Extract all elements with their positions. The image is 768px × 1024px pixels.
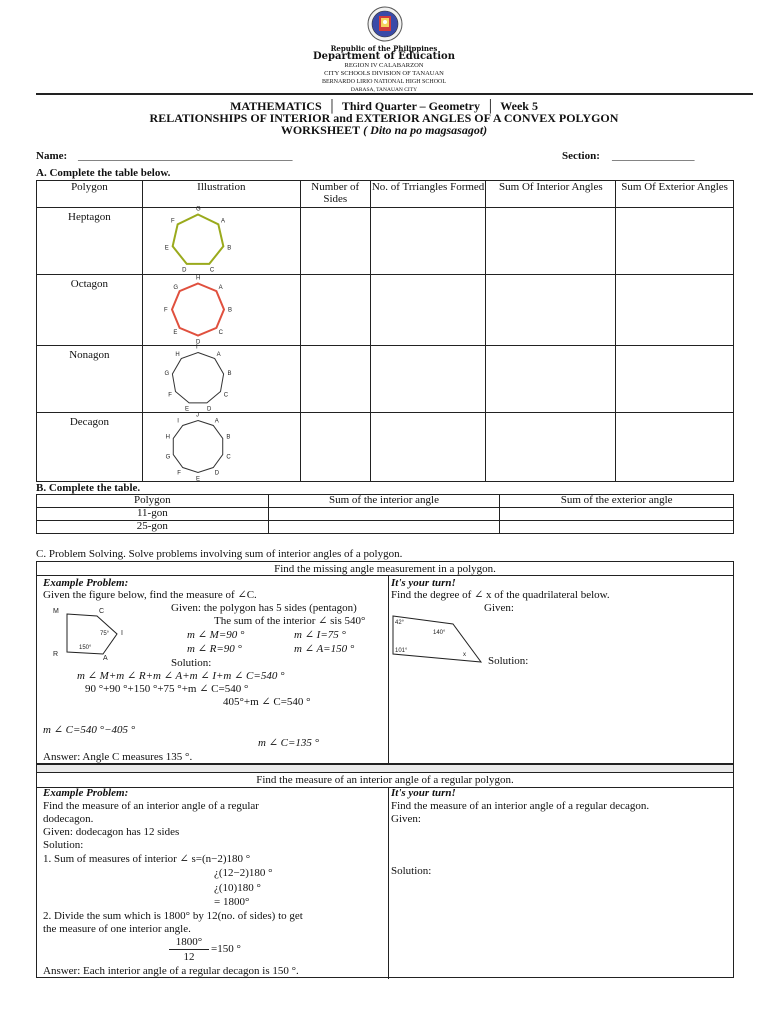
- table-row: [37, 413, 734, 482]
- problem-1-title: Find the missing angle measurement in a polygon.: [274, 563, 496, 575]
- col-illustration-header: Illustration: [142, 181, 300, 208]
- vertex-label: E: [173, 330, 178, 337]
- vertex-label: D: [181, 267, 187, 274]
- example-2-step-2b: the measure of one interior angle.: [43, 923, 191, 935]
- turn-1-solution: Solution:: [488, 655, 529, 667]
- polygon-name-heptagon: Heptagon: [37, 208, 143, 275]
- vertex-label: A: [220, 218, 225, 225]
- answer-cell[interactable]: [300, 413, 370, 482]
- vertex-label: B: [226, 434, 231, 441]
- turn-label-1: It's your turn!: [391, 577, 456, 589]
- polygon-shape: [172, 284, 224, 336]
- answer-cell[interactable]: [300, 208, 370, 275]
- vertex-label: C: [223, 392, 228, 399]
- table-row: [37, 275, 734, 346]
- republic-text: Republic of the Philippines: [330, 44, 438, 53]
- answer-cell[interactable]: [370, 346, 486, 413]
- angle-label: 150°: [79, 645, 92, 651]
- vertex-label: E: [164, 245, 169, 252]
- decagon-figure: [143, 412, 300, 483]
- vertex-label: F: [170, 218, 175, 225]
- vertex-label: H: [165, 434, 170, 441]
- department-text: Department of Education: [313, 51, 455, 62]
- nonagon-figure: [143, 344, 300, 413]
- example-2-given: Given: dodecagon has 12 sides: [43, 826, 180, 838]
- vertex-label: G: [165, 454, 171, 461]
- vertex-label: I: [177, 418, 179, 425]
- part-b-table: [36, 494, 734, 534]
- section-label: Section:: [562, 150, 600, 162]
- vertex-label: I: [121, 630, 123, 637]
- part-b-heading: B. Complete the table.: [36, 482, 141, 494]
- vertex-label: B: [227, 307, 232, 314]
- example-label-2: Example Problem:: [43, 787, 129, 799]
- example-1-equation-4: m ∠ C=540 °−405 °: [43, 724, 136, 736]
- turn-1-question: Find the degree of ∠ x of the quadrilateral below.: [391, 589, 610, 601]
- example-1-equation-5: m ∠ C=135 °: [258, 737, 320, 749]
- answer-cell[interactable]: [486, 346, 616, 413]
- example-2-step-1d: = 1800°: [214, 896, 250, 908]
- part-a-header-row: [37, 181, 734, 208]
- part-c-heading: C. Problem Solving. Solve problems involving sum of interior angles of a polygon.: [36, 548, 403, 560]
- answer-cell[interactable]: [370, 275, 486, 346]
- vertex-label: H: [195, 275, 201, 282]
- quadrilateral-figure: [391, 614, 483, 664]
- school-text: BERNARDO LIRIO NATIONAL HIGH SCHOOL: [321, 79, 447, 85]
- example-1-equation-1: m ∠ M+m ∠ R+m ∠ A+m ∠ I+m ∠ C=540 °: [77, 670, 285, 682]
- col-triangles-header: No. of Trriangles Formed: [370, 181, 486, 208]
- answer-cell[interactable]: [500, 521, 734, 534]
- answer-cell[interactable]: [616, 413, 734, 482]
- heptagon-figure: [143, 206, 300, 274]
- vertex-label: J: [195, 412, 199, 419]
- example-2-step-1: 1. Sum of measures of interior ∠ s=(n−2)180 °: [43, 853, 251, 865]
- answer-cell[interactable]: [616, 275, 734, 346]
- part-b-col-exterior: Sum of the exterior angle: [500, 495, 734, 508]
- part-a-heading: A. Complete the table below.: [36, 167, 171, 179]
- fraction-numerator: 1800°: [175, 936, 203, 948]
- example-2-step-1c: ¿(10)180 °: [214, 882, 261, 894]
- vertex-label: F: [168, 392, 172, 399]
- example-label-1: Example Problem:: [43, 577, 129, 589]
- table-row: [37, 208, 734, 275]
- col-interior-sum-header: Sum Of Interior Angles: [486, 181, 616, 208]
- vertex-label: G: [164, 370, 169, 377]
- polygon-11-gon: 11-gon: [37, 508, 269, 521]
- answer-cell[interactable]: [370, 413, 486, 482]
- vertex-label: D: [206, 406, 212, 413]
- vertex-label: B: [227, 370, 232, 377]
- division-text: CITY SCHOOLS DIVISION OF TANAUAN: [324, 70, 444, 77]
- region-text: REGION IV CALABARZON: [344, 62, 424, 69]
- vertex-label: E: [195, 476, 200, 483]
- polygon-name-nonagon: Nonagon: [37, 346, 143, 413]
- part-a-table: [36, 180, 734, 482]
- name-label: Name:: [36, 150, 68, 162]
- example-2-line: dodecagon.: [43, 813, 94, 825]
- header-rule: [36, 93, 753, 95]
- address-text: DARASA, TANAUAN CITY: [350, 87, 418, 93]
- polygon-name-decagon: Decagon: [37, 413, 143, 482]
- illustration-nonagon: [142, 346, 300, 413]
- angle-label: 140°: [433, 630, 446, 636]
- example-1-m-angle: m ∠ M=90 °: [187, 629, 245, 641]
- angle-label: 42°: [395, 620, 405, 626]
- turn-label-2: It's your turn!: [391, 787, 456, 799]
- vertex-label: C: [226, 454, 231, 461]
- vertex-label: A: [103, 655, 108, 662]
- angle-label: 101°: [395, 648, 408, 654]
- example-1-equation-3: 405°+m ∠ C=540 °: [223, 696, 311, 708]
- illustration-decagon: [142, 413, 300, 482]
- subject-line: MATHEMATICS │ Third Quarter – Geometry │ Week 5: [230, 99, 538, 113]
- vertex-label: F: [177, 470, 181, 477]
- part-b-col-interior: Sum of the interior angle: [268, 495, 500, 508]
- turn-1-given: Given:: [484, 602, 514, 614]
- angle-label: 75°: [100, 631, 110, 637]
- example-1-i-angle: m ∠ I=75 °: [294, 629, 346, 641]
- worksheet-title: [0, 123, 768, 138]
- vertex-label: C: [209, 267, 215, 274]
- example-2-step-2: 2. Divide the sum which is 1800° by 12(no. of sides) to get: [43, 910, 303, 922]
- polygon-shape: [172, 353, 223, 403]
- example-1-given: Given: the polygon has 5 sides (pentagon): [171, 602, 357, 614]
- worksheet-label: WORKSHEET: [280, 123, 361, 137]
- fraction-bar: [169, 949, 209, 950]
- example-1-equation-2: 90 °+90 °+150 °+75 °+m ∠ C=540 °: [85, 683, 249, 695]
- answer-cell[interactable]: [300, 275, 370, 346]
- example-2-answer: Answer: Each interior angle of a regular decagon is 150 °.: [43, 965, 299, 977]
- pentagon-figure: [45, 602, 145, 660]
- example-1-solution-label: Solution:: [171, 657, 212, 669]
- polygon-shape: [172, 215, 223, 264]
- table-row: [37, 508, 734, 521]
- vertex-label: A: [218, 284, 223, 291]
- vertex-label: C: [99, 608, 105, 615]
- name-field[interactable]: _______________________________________: [78, 150, 293, 162]
- box-separator: [37, 765, 733, 773]
- vertex-label: R: [53, 651, 59, 658]
- fraction-result: =150 °: [211, 943, 241, 955]
- illustration-octagon: [142, 275, 300, 346]
- polygon-shape: [173, 418, 222, 473]
- vertex-label: I: [195, 344, 198, 351]
- problem-box-2: [36, 764, 734, 978]
- vertex-label: D: [195, 339, 201, 346]
- example-1-sum: The sum of the interior ∠ sis 540°: [214, 615, 366, 627]
- polygon-25-gon: 25-gon: [37, 521, 269, 534]
- vertex-label: F: [163, 307, 168, 314]
- vertex-label: A: [216, 351, 221, 358]
- example-2-line: Find the measure of an interior angle of a regular: [43, 800, 259, 812]
- table-row: [37, 346, 734, 413]
- example-2-step-1b: ¿(12−2)180 °: [214, 867, 273, 879]
- part-b-col-polygon: Polygon: [37, 495, 269, 508]
- answer-cell[interactable]: [268, 521, 500, 534]
- vertex-label: A: [214, 418, 219, 425]
- vertex-label: M: [53, 608, 59, 615]
- turn-2-question: Find the measure of an interior angle of a regular decagon.: [391, 800, 650, 812]
- vertex-label: G: [195, 206, 201, 213]
- octagon-figure: [143, 275, 300, 346]
- answer-cell[interactable]: [370, 208, 486, 275]
- vertex-label: E: [184, 406, 189, 413]
- worksheet-note: ( Dito na po magsasagot): [363, 123, 488, 137]
- example-1-r-angle: m ∠ R=90 °: [187, 643, 242, 655]
- answer-cell[interactable]: [500, 508, 734, 521]
- polygon-name-octagon: Octagon: [37, 275, 143, 346]
- turn-2-given: Given:: [391, 813, 421, 825]
- section-field[interactable]: _______________: [612, 150, 695, 162]
- answer-cell[interactable]: [300, 346, 370, 413]
- problem-box-1: [36, 561, 734, 764]
- example-1-answer: Answer: Angle C measures 135 °.: [43, 751, 193, 763]
- example-1-line: Given the figure below, find the measure of ∠C.: [43, 589, 257, 601]
- angle-label: x: [463, 652, 466, 658]
- deped-seal-icon: [367, 6, 403, 42]
- answer-cell[interactable]: [616, 208, 734, 275]
- answer-cell[interactable]: [486, 413, 616, 482]
- vertex-label: D: [214, 470, 219, 477]
- vertex-label: B: [227, 245, 232, 252]
- col-exterior-sum-header: Sum Of Exterior Angles: [616, 181, 734, 208]
- worksheet-topic: RELATIONSHIPS OF INTERIOR and EXTERIOR ANGLES OF A CONVEX POLYGON: [149, 111, 619, 125]
- answer-cell[interactable]: [486, 208, 616, 275]
- col-sides-header: Number of Sides: [300, 181, 370, 208]
- example-1-a-angle: m ∠ A=150 °: [294, 643, 355, 655]
- fraction-denominator: 12: [183, 951, 195, 963]
- answer-cell[interactable]: [268, 508, 500, 521]
- answer-cell[interactable]: [616, 346, 734, 413]
- vertex-label: H: [175, 351, 180, 358]
- answer-cell[interactable]: [486, 275, 616, 346]
- col-polygon-header: Polygon: [37, 181, 143, 208]
- turn-2-solution: Solution:: [391, 865, 432, 877]
- vertex-label: G: [173, 284, 178, 291]
- illustration-heptagon: [142, 208, 300, 275]
- table-row: [37, 521, 734, 534]
- part-b-header-row: [37, 495, 734, 508]
- vertex-label: C: [218, 330, 223, 337]
- example-2-solution-label: Solution:: [43, 839, 84, 851]
- problem-2-title: Find the measure of an interior angle of a regular polygon.: [256, 774, 514, 786]
